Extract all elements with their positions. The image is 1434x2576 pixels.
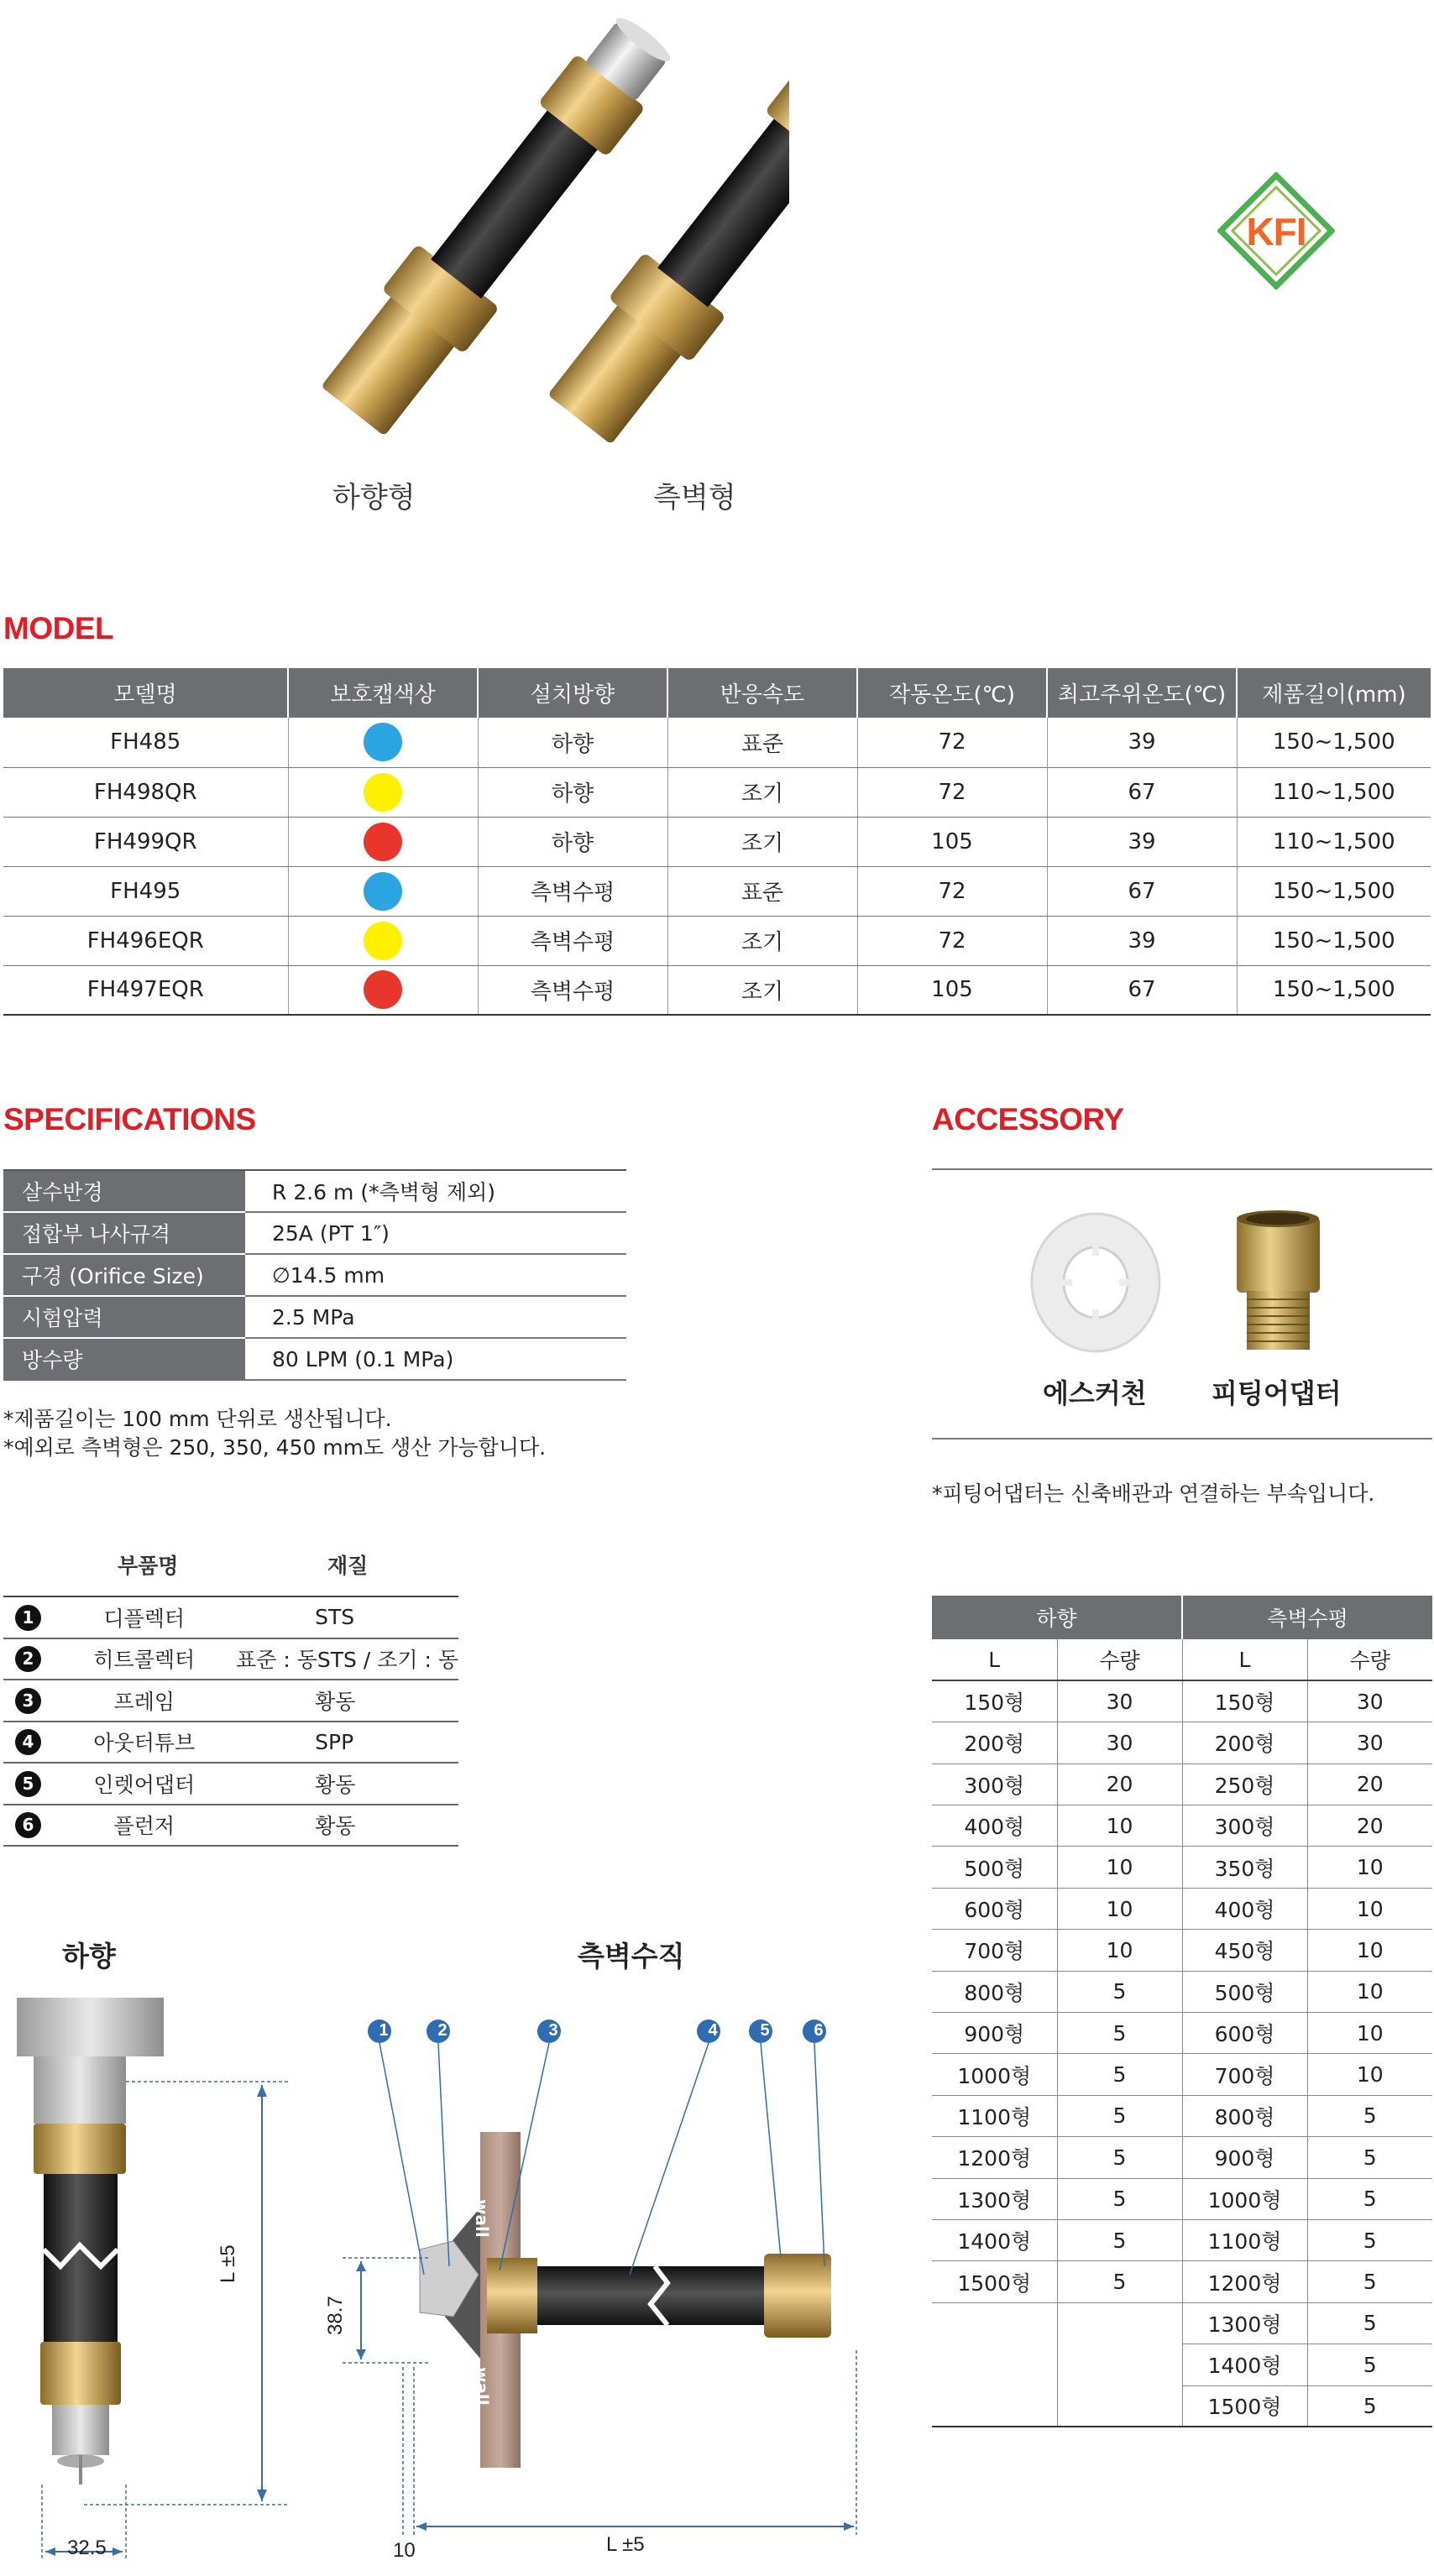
cap-color-dot	[364, 970, 402, 1009]
model-row	[3, 866, 1431, 916]
kfi-logo	[1217, 172, 1335, 290]
length-row	[932, 1805, 1432, 1847]
model-name: FH485	[3, 718, 288, 767]
model-col-header: 반응속도	[667, 668, 857, 718]
pendent-length: 150형	[932, 1680, 1057, 1722]
length-row	[932, 2261, 1432, 2302]
pendent-qty: 10	[1057, 1805, 1182, 1847]
parts-header-material: 재질	[327, 1554, 369, 1578]
pendent-length: 1200형	[932, 2137, 1057, 2178]
sidewall-length: 350형	[1182, 1847, 1307, 1888]
model-name: FH496EQR	[3, 916, 288, 965]
model-col-header: 설치방향	[478, 668, 667, 718]
pendent-length-dimension: L ±5	[217, 2244, 239, 2283]
escutcheon-caption: 에스커천	[1043, 1377, 1147, 1409]
model-row	[3, 718, 1431, 767]
part-number-badge: 1	[15, 1605, 41, 1631]
sidewall-length: 250형	[1182, 1763, 1307, 1805]
spec-value: R 2.6 m (*측벽형 제외)	[245, 1170, 626, 1212]
pendent-length: 700형	[932, 1930, 1057, 1971]
group-pendent-header: 하향	[932, 1596, 1182, 1639]
install-direction: 측벽수평	[478, 866, 667, 916]
sidewall-length: 1400형	[1182, 2344, 1307, 2385]
length-row	[932, 2302, 1432, 2343]
sidewall-length: 1500형	[1182, 2385, 1307, 2427]
pendent-qty: 5	[1057, 2261, 1182, 2302]
pendent-sprinkler-photo	[302, 17, 789, 470]
length-row	[932, 2054, 1432, 2095]
sidewall-dimension-drawing	[311, 1998, 890, 2576]
length-row	[932, 2095, 1432, 2136]
model-row	[3, 817, 1431, 866]
model-name: FH499QR	[3, 817, 288, 866]
part-number-cell	[3, 1680, 52, 1722]
max-ambient-temp: 67	[1047, 767, 1237, 817]
pendent-length: 1300형	[932, 2178, 1057, 2219]
part-name: 플런저	[52, 1805, 236, 1847]
max-ambient-temp: 39	[1047, 718, 1237, 767]
model-name: FH495	[3, 866, 288, 916]
accessory-section-title: ACCESSORY	[932, 1102, 1124, 1136]
pendent-length: 800형	[932, 1971, 1057, 2012]
parts-row	[3, 1805, 458, 1847]
spec-value: 80 LPM (0.1 MPa)	[245, 1338, 626, 1380]
pendent-qty: 5	[1057, 2178, 1182, 2219]
spec-key: 구경 (Orifice Size)	[3, 1254, 245, 1296]
fitting-adapter-caption: 피팅어댑터	[1212, 1377, 1342, 1409]
callout-3: 3	[548, 2021, 558, 2040]
length-row	[932, 1888, 1432, 1929]
product-length: 150~1,500	[1237, 718, 1431, 767]
pendent-caption: 하향형	[332, 481, 416, 515]
sidewall-qty: 5	[1307, 2344, 1432, 2385]
cap-color-dot	[364, 773, 402, 812]
model-col-header: 작동온도(℃)	[857, 668, 1047, 718]
length-row	[932, 2219, 1432, 2260]
product-length: 150~1,500	[1237, 866, 1431, 916]
pendent-length: 400형	[932, 1805, 1057, 1847]
cap-color	[288, 965, 478, 1015]
pendent-qty: 5	[1057, 2095, 1182, 2136]
pendent-qty: 30	[1057, 1722, 1182, 1763]
part-material: 황동	[236, 1680, 458, 1722]
col-l-header: L	[932, 1639, 1057, 1680]
pendent-length: 300형	[932, 1763, 1057, 1805]
install-direction: 측벽수평	[478, 916, 667, 965]
part-name: 인렛어댑터	[52, 1763, 236, 1805]
spec-value: ∅14.5 mm	[245, 1254, 626, 1296]
length-row	[932, 1763, 1432, 1805]
part-number-badge: 2	[15, 1646, 41, 1672]
max-ambient-temp: 39	[1047, 916, 1237, 965]
part-number-badge: 4	[15, 1729, 41, 1755]
sidewall-qty: 5	[1307, 2261, 1432, 2302]
pendent-qty: 20	[1057, 1763, 1182, 1805]
response-speed: 조기	[667, 767, 857, 817]
cap-color	[288, 817, 478, 866]
sidewall-length: 300형	[1182, 1805, 1307, 1847]
length-row	[932, 1971, 1432, 2012]
pendent-qty: 5	[1057, 1971, 1182, 2012]
callout-6: 6	[814, 2021, 824, 2040]
sidewall-length-dimension: L ±5	[606, 2533, 645, 2556]
install-direction: 하향	[478, 817, 667, 866]
max-ambient-temp: 39	[1047, 817, 1237, 866]
spec-note: *예외로 측벽형은 250, 350, 450 mm도 생산 가능합니다.	[3, 1435, 547, 1460]
model-name: FH497EQR	[3, 965, 288, 1015]
pendent-length: 1500형	[932, 2261, 1057, 2302]
part-name: 히트콜렉터	[52, 1638, 236, 1680]
part-material: 표준 : 동STS / 조기 : 동	[236, 1638, 458, 1680]
wall-label-top: wall	[472, 2199, 492, 2238]
sidewall-length: 150형	[1182, 1680, 1307, 1722]
part-number-cell	[3, 1722, 52, 1763]
pendent-length	[932, 2344, 1057, 2385]
pendent-qty	[1057, 2385, 1182, 2427]
model-table-header	[3, 668, 1431, 718]
sidewall-qty: 10	[1307, 1847, 1432, 1888]
sidewall-length: 1100형	[1182, 2219, 1307, 2260]
part-name: 프레임	[52, 1680, 236, 1722]
sidewall-qty: 5	[1307, 2219, 1432, 2260]
fitting-adapter-image	[1230, 1209, 1327, 1356]
wall-label-bottom: wall	[472, 2367, 492, 2406]
response-speed: 조기	[667, 916, 857, 965]
spec-value: 2.5 MPa	[245, 1296, 626, 1338]
cap-color-dot	[364, 723, 402, 761]
pendent-width-dimension: 32.5	[67, 2537, 107, 2559]
operating-temp: 72	[857, 866, 1047, 916]
parts-row	[3, 1722, 458, 1763]
sidewall-height-dimension: 38.7	[324, 2296, 347, 2335]
callout-4: 4	[708, 2021, 718, 2040]
parts-table	[3, 1596, 458, 1847]
sidewall-length: 400형	[1182, 1888, 1307, 1929]
spec-note: *제품길이는 100 mm 단위로 생산됩니다.	[3, 1407, 392, 1431]
spec-row	[3, 1254, 626, 1296]
model-col-header: 제품길이(mm)	[1237, 668, 1431, 718]
sidewall-length: 700형	[1182, 2054, 1307, 2095]
spec-row	[3, 1212, 626, 1254]
sidewall-qty: 20	[1307, 1763, 1432, 1805]
parts-row	[3, 1763, 458, 1805]
sidewall-length: 1000형	[1182, 2178, 1307, 2219]
model-section-title: MODEL	[3, 611, 114, 645]
model-col-header: 모델명	[3, 668, 288, 718]
col-qty-header: 수량	[1057, 1639, 1182, 1680]
sidewall-length: 1200형	[1182, 2261, 1307, 2302]
part-number-cell	[3, 1805, 52, 1847]
sidewall-qty: 30	[1307, 1722, 1432, 1763]
pendent-qty: 5	[1057, 2054, 1182, 2095]
length-row	[932, 1930, 1432, 1971]
spec-row	[3, 1170, 626, 1212]
length-row	[932, 2137, 1432, 2178]
sidewall-qty: 30	[1307, 1680, 1432, 1722]
part-material: 황동	[236, 1763, 458, 1805]
length-row	[932, 1680, 1432, 1722]
spec-row	[3, 1296, 626, 1338]
sidewall-qty: 10	[1307, 2054, 1432, 2095]
parts-row	[3, 1638, 458, 1680]
cap-color-dot	[364, 922, 402, 960]
spec-value: 25A (PT 1″)	[245, 1212, 626, 1254]
escutcheon-image	[1028, 1209, 1163, 1356]
specifications-section-title: SPECIFICATIONS	[3, 1102, 256, 1136]
callout-2: 2	[437, 2021, 447, 2040]
sidewall-caption: 측벽형	[653, 481, 736, 515]
callout-1: 1	[379, 2021, 389, 2040]
part-name: 디플렉터	[52, 1596, 236, 1638]
spec-key: 접합부 나사규격	[3, 1212, 245, 1254]
pendent-length: 200형	[932, 1722, 1057, 1763]
cap-color	[288, 916, 478, 965]
max-ambient-temp: 67	[1047, 965, 1237, 1015]
model-name: FH498QR	[3, 767, 288, 817]
sidewall-length: 900형	[1182, 2137, 1307, 2178]
operating-temp: 72	[857, 718, 1047, 767]
pendent-length: 500형	[932, 1847, 1057, 1888]
pendent-diagram-title: 하향	[62, 1940, 116, 1972]
cap-color	[288, 767, 478, 817]
pendent-qty: 30	[1057, 1680, 1182, 1722]
spec-key: 시험압력	[3, 1296, 245, 1338]
part-material: SPP	[236, 1722, 458, 1763]
sidewall-offset-dimension: 10	[393, 2539, 416, 2562]
parts-header-name: 부품명	[118, 1554, 179, 1578]
pendent-qty	[1057, 2302, 1182, 2343]
sidewall-qty: 10	[1307, 1930, 1432, 1971]
parts-row	[3, 1596, 458, 1638]
col-qty-header: 수량	[1307, 1639, 1432, 1680]
col-l-header: L	[1182, 1639, 1307, 1680]
accessory-bottom-rule	[932, 1438, 1432, 1440]
sidewall-length: 1300형	[1182, 2302, 1307, 2343]
pendent-length: 900형	[932, 2013, 1057, 2054]
pendent-qty: 5	[1057, 2219, 1182, 2260]
product-length: 150~1,500	[1237, 916, 1431, 965]
model-row	[3, 767, 1431, 817]
pendent-qty: 5	[1057, 2013, 1182, 2054]
model-row	[3, 916, 1431, 965]
install-direction: 하향	[478, 767, 667, 817]
part-number-badge: 6	[15, 1812, 41, 1838]
part-number-cell	[3, 1638, 52, 1680]
accessory-top-rule	[932, 1168, 1432, 1170]
sidewall-qty: 20	[1307, 1805, 1432, 1847]
part-number-badge: 5	[15, 1771, 41, 1797]
sidewall-length: 600형	[1182, 2013, 1307, 2054]
length-quantity-table	[932, 1596, 1432, 2427]
spec-key: 살수반경	[3, 1170, 245, 1212]
length-row	[932, 2013, 1432, 2054]
spec-table	[3, 1169, 626, 1381]
pendent-length	[932, 2385, 1057, 2427]
accessory-note: *피팅어댑터는 신축배관과 연결하는 부속입니다.	[932, 1481, 1375, 1506]
sidewall-qty: 5	[1307, 2385, 1432, 2427]
pendent-qty: 10	[1057, 1888, 1182, 1929]
response-speed: 조기	[667, 965, 857, 1015]
sidewall-diagram-title: 측벽수직	[578, 1940, 685, 1972]
operating-temp: 105	[857, 817, 1047, 866]
sidewall-qty: 5	[1307, 2178, 1432, 2219]
sidewall-qty: 5	[1307, 2302, 1432, 2343]
operating-temp: 105	[857, 965, 1047, 1015]
response-speed: 표준	[667, 718, 857, 767]
length-row	[932, 2178, 1432, 2219]
sidewall-length: 200형	[1182, 1722, 1307, 1763]
length-table-subheader	[932, 1639, 1432, 1680]
spec-notes	[3, 1405, 546, 1462]
sidewall-qty: 10	[1307, 1971, 1432, 2012]
pendent-length: 1400형	[932, 2219, 1057, 2260]
pendent-qty: 5	[1057, 2137, 1182, 2178]
model-table	[3, 668, 1431, 1016]
group-sidewall-header: 측벽수평	[1182, 1596, 1432, 1639]
operating-temp: 72	[857, 767, 1047, 817]
spec-key: 방수량	[3, 1338, 245, 1380]
part-material: 황동	[236, 1805, 458, 1847]
pendent-length: 1100형	[932, 2095, 1057, 2136]
sidewall-qty: 5	[1307, 2095, 1432, 2136]
pendent-length	[932, 2302, 1057, 2343]
callout-5: 5	[760, 2021, 770, 2040]
response-speed: 표준	[667, 866, 857, 916]
model-col-header: 보호캡색상	[288, 668, 478, 718]
part-number-cell	[3, 1763, 52, 1805]
pendent-dimension-drawing	[0, 1998, 319, 2576]
part-number-cell	[3, 1596, 52, 1638]
cap-color-dot	[364, 872, 402, 911]
length-row	[932, 1847, 1432, 1888]
pendent-qty: 10	[1057, 1847, 1182, 1888]
product-length: 150~1,500	[1237, 965, 1431, 1015]
sidewall-qty: 10	[1307, 1888, 1432, 1929]
install-direction: 하향	[478, 718, 667, 767]
parts-row	[3, 1680, 458, 1722]
part-material: STS	[236, 1596, 458, 1638]
kfi-logo-text: KFI	[1246, 210, 1306, 253]
length-row	[932, 2385, 1432, 2427]
max-ambient-temp: 67	[1047, 866, 1237, 916]
product-length: 110~1,500	[1237, 817, 1431, 866]
model-row	[3, 965, 1431, 1015]
part-number-badge: 3	[15, 1688, 41, 1714]
cap-color-dot	[364, 823, 402, 861]
sidewall-qty: 5	[1307, 2137, 1432, 2178]
pendent-length: 1000형	[932, 2054, 1057, 2095]
pendent-qty: 10	[1057, 1930, 1182, 1971]
pendent-length: 600형	[932, 1888, 1057, 1929]
sidewall-qty: 10	[1307, 2013, 1432, 2054]
length-table-group-header	[932, 1596, 1432, 1639]
sidewall-length: 800형	[1182, 2095, 1307, 2136]
response-speed: 조기	[667, 817, 857, 866]
length-row	[932, 2344, 1432, 2385]
spec-row	[3, 1338, 626, 1380]
model-col-header: 최고주위온도(℃)	[1047, 668, 1237, 718]
product-length: 110~1,500	[1237, 767, 1431, 817]
sidewall-length: 500형	[1182, 1971, 1307, 2012]
cap-color	[288, 866, 478, 916]
operating-temp: 72	[857, 916, 1047, 965]
install-direction: 측벽수평	[478, 965, 667, 1015]
part-name: 아웃터튜브	[52, 1722, 236, 1763]
length-row	[932, 1722, 1432, 1763]
sidewall-length: 450형	[1182, 1930, 1307, 1971]
cap-color	[288, 718, 478, 767]
pendent-qty	[1057, 2344, 1182, 2385]
